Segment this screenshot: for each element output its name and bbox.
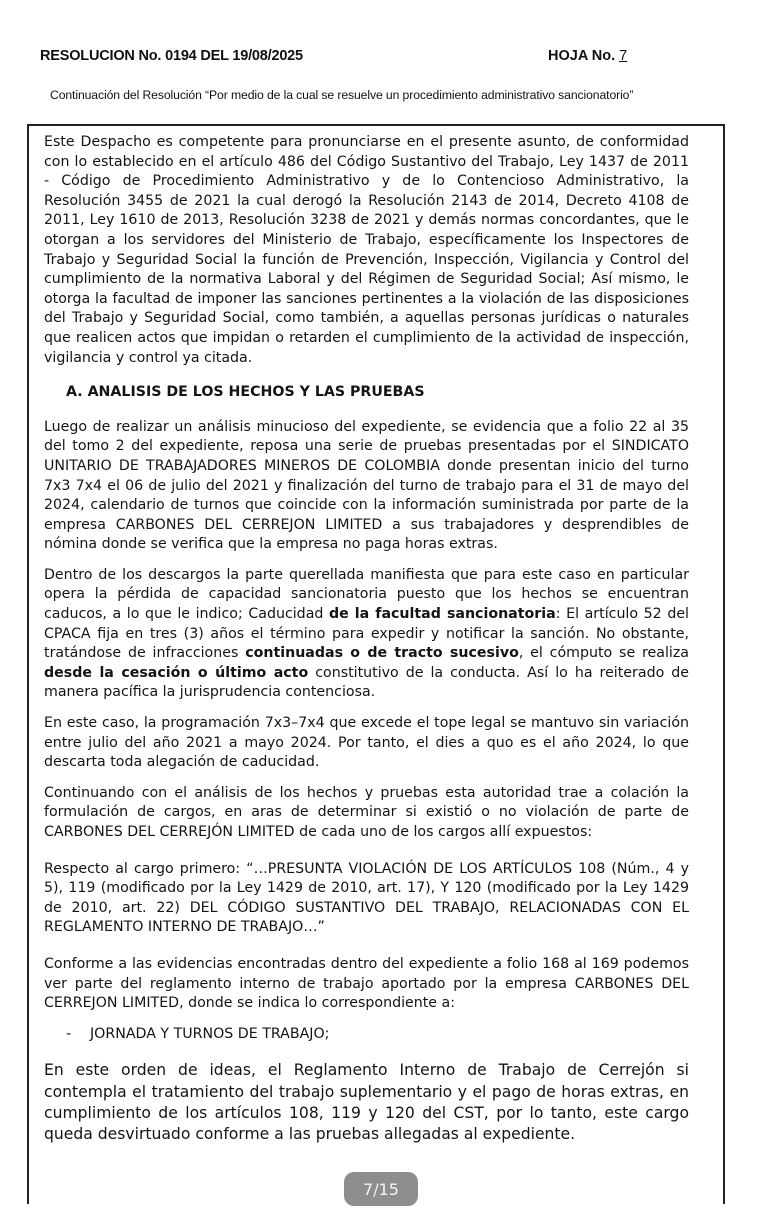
caducity-bold-2: continuadas o de tracto sucesivo bbox=[245, 645, 519, 662]
paragraph-evidence: Luego de realizar un análisis minucioso del expediente, se evidencia que a folio 22 al 35 del tomo 2 del expediente, reposa una serie de pruebas presentadas por el SINDICATO UNITARIO DE TRABAJADORES MINEROS DE COLOMBIA donde presentan inicio del turno 7x3 7x4 el 06 de julio del 2021 y finalización del turno de trabajo para el 31 de mayo del 2024, calendario de turnos que coincide con la información suministrada por parte de la empresa CARBONES DEL CERREJON LIMITED a sus trabajadores y desprendibles de nómina donde se verifica que la empresa no paga horas extras. bbox=[44, 418, 689, 553]
document-subtitle: Continuación del Resolución “Por medio de la cual se resuelve un procedimiento administrativo sancionatorio” bbox=[50, 88, 634, 102]
sheet-number-value: 7 bbox=[619, 48, 628, 64]
paragraph-charges-intro: Continuando con el análisis de los hechos y pruebas esta autoridad trae a colación la formulación de cargos, en aras de determinar si existió o no violación de parte de CARBONES DEL CERREJÓN LIMITED de cada uno de los cargos allí expuestos: bbox=[44, 784, 689, 840]
sheet-number bbox=[548, 48, 627, 64]
list-item bbox=[66, 1025, 689, 1045]
resolution-number: RESOLUCION No. 0194 DEL 19/08/2025 bbox=[40, 48, 303, 64]
caducity-text-3: , el cómputo se realiza bbox=[518, 645, 689, 662]
caducity-text-1: Dentro de los descargos la parte querellada manifiesta que para este caso en particular opera la pérdida de capacidad sancionatoria puesto que los hechos se encuentran caducos, a lo que le indico; Caducidad bbox=[44, 566, 689, 623]
section-heading: A. ANALISIS DE LOS HECHOS Y LAS PRUEBAS bbox=[66, 384, 425, 401]
paragraph-competence: Este Despacho es competente para pronunciarse en el presente asunto, de conformidad con lo establecido en el artículo 486 del Código Sustantivo del Trabajo, Ley 1437 de 2011 - Código de Procedimiento Administrativo y de lo Contencioso Administrativo, la Resolución 3455 de 2021 la cual derogó la Resolución 2143 de 2014, Decreto 4108 de 2011, Ley 1610 de 2013, Resolución 3238 de 2021 y demás normas concordantes, que le otorgan a los servidores del Ministerio de Trabajo, específicamente los Inspectores de Trabajo y Seguridad Social la función de Prevención, Inspección, Vigilancia y Control del cumplimiento de la normativa Laboral y del Régimen de Seguridad Social; Así mismo, le otorga la facultad de imponer las sanciones pertinentes a la violación de las disposiciones del Trabajo y Seguridad Social, como también, a aquellas personas jurídicas o naturales que realicen actos que impidan o retarden el cumplimiento de la actividad de inspección, vigilancia y control ya citada. bbox=[44, 134, 689, 366]
paragraph-conclusion: En este orden de ideas, el Reglamento Interno de Trabajo de Cerrejón si contempla el tratamiento del trabajo suplementario y el pago de horas extras, en cumplimiento de los artículos 108, 119 y 120 del CST, por lo tanto, este cargo queda desvirtuado conforme a las pruebas allegadas al expediente. bbox=[44, 1061, 689, 1143]
caducity-bold-1: de la facultad sancionatoria bbox=[329, 606, 556, 623]
paragraph-first-charge: Respecto al cargo primero: “…PRESUNTA VIOLACIÓN DE LOS ARTÍCULOS 108 (Núm., 4 y 5), 119 (modificado por la Ley 1429 de 2010, art. 17), Y 120 (modificado por la Ley 1429 de 2010, art. 22) DEL CÓDIGO SUSTANTIVO DEL TRABAJO, RELACIONADAS CON EL REGLAMENTO INTERNO DE TRABAJO…” bbox=[44, 860, 689, 936]
list-item-text: JORNADA Y TURNOS DE TRABAJO; bbox=[90, 1025, 330, 1042]
caducity-bold-3: desde la cesación o último acto bbox=[44, 664, 309, 681]
paragraph-regulation: Conforme a las evidencias encontradas dentro del expediente a folio 168 al 169 podemos ver parte del reglamento interno de trabajo aportado por la empresa CARBONES DEL CERREJON LIMITED, donde se indica lo correspondiente a: bbox=[44, 955, 689, 1012]
list-dash: - bbox=[66, 1025, 72, 1042]
caducity-text-4: constitutivo de la conducta. Así lo ha reiterado de manera pacífica la jurisprudencia contenciosa. bbox=[44, 664, 689, 701]
sheet-label: HOJA No. bbox=[548, 48, 616, 64]
document-body bbox=[44, 133, 689, 1156]
paragraph-schedule: En este caso, la programación 7x3–7x4 que excede el tope legal se mantuvo sin variación entre julio del año 2021 a mayo 2024. Por tanto, el dies a quo es el año 2024, lo que descarta toda alegación de caducidad. bbox=[44, 715, 689, 771]
paragraph-caducity bbox=[44, 566, 689, 703]
page-indicator: 7/15 bbox=[344, 1172, 418, 1206]
caducity-text-2: : El artículo 52 del CPACA fija en tres (3) años el término para expedir y notificar la sanción. No obstante, tratándose de infracciones bbox=[44, 606, 689, 662]
